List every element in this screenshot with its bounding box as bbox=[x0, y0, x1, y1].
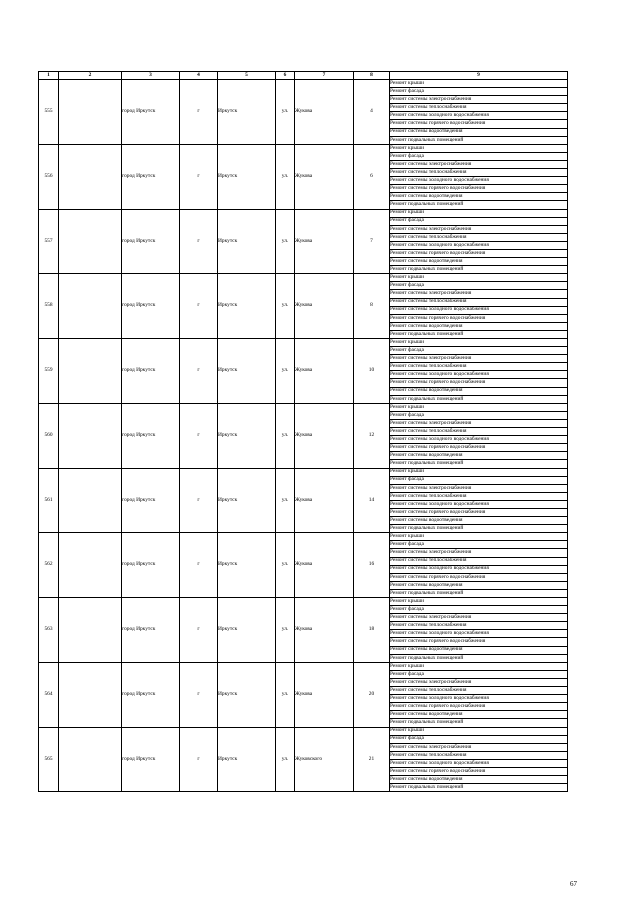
settlement-name: город Иркутск bbox=[122, 339, 180, 404]
record-number: 558 bbox=[39, 274, 59, 339]
table-row bbox=[39, 80, 568, 88]
street-name: Жукова bbox=[295, 339, 354, 404]
table-row bbox=[39, 403, 568, 411]
street-type: ул. bbox=[276, 339, 295, 404]
municipality-cell bbox=[59, 274, 122, 339]
street-name: Жукова bbox=[295, 533, 354, 598]
repair-work-item: Ремонт крыши bbox=[390, 533, 568, 541]
record-number: 562 bbox=[39, 533, 59, 598]
repair-work-item: Ремонт системы теплоснабжения bbox=[390, 492, 568, 500]
settlement-type: г bbox=[180, 727, 218, 792]
municipality-cell bbox=[59, 727, 122, 792]
header-col-8: 8 bbox=[354, 72, 390, 80]
repair-work-item: Ремонт системы холодного водоснабжения bbox=[390, 306, 568, 314]
repair-work-item: Ремонт подвальных помещений bbox=[390, 589, 568, 597]
repair-work-item: Ремонт системы горячего водоснабжения bbox=[390, 379, 568, 387]
repair-work-item: Ремонт системы горячего водоснабжения bbox=[390, 444, 568, 452]
settlement-name: город Иркутск bbox=[122, 80, 180, 145]
header-col-7: 7 bbox=[295, 72, 354, 80]
repair-work-item: Ремонт системы водоотведения bbox=[390, 193, 568, 201]
city-name: Иркутск bbox=[218, 403, 276, 468]
repair-work-item: Ремонт системы водоотведения bbox=[390, 128, 568, 136]
repair-work-item: Ремонт подвальных помещений bbox=[390, 395, 568, 403]
repair-work-item: Ремонт крыши bbox=[390, 80, 568, 88]
city-name: Иркутск bbox=[218, 727, 276, 792]
record-number: 557 bbox=[39, 209, 59, 274]
house-number: 4 bbox=[354, 80, 390, 145]
street-name: Жукова bbox=[295, 598, 354, 663]
repair-work-item: Ремонт фасада bbox=[390, 282, 568, 290]
repair-work-item: Ремонт системы теплоснабжения bbox=[390, 169, 568, 177]
settlement-type: г bbox=[180, 339, 218, 404]
municipality-cell bbox=[59, 533, 122, 598]
header-col-5: 5 bbox=[218, 72, 276, 80]
street-type: ул. bbox=[276, 209, 295, 274]
repair-work-item: Ремонт системы водоотведения bbox=[390, 517, 568, 525]
repair-work-item: Ремонт системы холодного водоснабжения bbox=[390, 565, 568, 573]
record-number: 565 bbox=[39, 727, 59, 792]
repair-work-item: Ремонт системы горячего водоснабжения bbox=[390, 249, 568, 257]
repair-work-item: Ремонт системы горячего водоснабжения bbox=[390, 314, 568, 322]
repair-work-item: Ремонт системы горячего водоснабжения bbox=[390, 767, 568, 775]
table-row bbox=[39, 209, 568, 217]
municipality-cell bbox=[59, 598, 122, 663]
repair-work-item: Ремонт системы холодного водоснабжения bbox=[390, 695, 568, 703]
repair-work-item: Ремонт системы электроснабжения bbox=[390, 160, 568, 168]
repair-work-item: Ремонт системы горячего водоснабжения bbox=[390, 508, 568, 516]
city-name: Иркутск bbox=[218, 274, 276, 339]
repair-work-item: Ремонт системы горячего водоснабжения bbox=[390, 185, 568, 193]
repair-work-item: Ремонт системы холодного водоснабжения bbox=[390, 112, 568, 120]
settlement-name: город Иркутск bbox=[122, 274, 180, 339]
repair-work-item: Ремонт системы теплоснабжения bbox=[390, 751, 568, 759]
repair-work-item: Ремонт системы холодного водоснабжения bbox=[390, 241, 568, 249]
house-number: 6 bbox=[354, 144, 390, 209]
settlement-name: город Иркутск bbox=[122, 403, 180, 468]
repair-work-item: Ремонт подвальных помещений bbox=[390, 525, 568, 533]
repair-work-item: Ремонт системы электроснабжения bbox=[390, 419, 568, 427]
street-type: ул. bbox=[276, 403, 295, 468]
settlement-type: г bbox=[180, 403, 218, 468]
page-number: 67 bbox=[570, 880, 577, 888]
repair-work-item: Ремонт крыши bbox=[390, 598, 568, 606]
street-type: ул. bbox=[276, 533, 295, 598]
city-name: Иркутск bbox=[218, 533, 276, 598]
street-name: Жукова bbox=[295, 662, 354, 727]
city-name: Иркутск bbox=[218, 468, 276, 533]
repair-work-item: Ремонт системы водоотведения bbox=[390, 776, 568, 784]
repair-work-item: Ремонт системы горячего водоснабжения bbox=[390, 120, 568, 128]
repair-work-item: Ремонт системы водоотведения bbox=[390, 646, 568, 654]
repair-work-item: Ремонт системы холодного водоснабжения bbox=[390, 177, 568, 185]
repair-work-item: Ремонт системы холодного водоснабжения bbox=[390, 436, 568, 444]
table-row bbox=[39, 274, 568, 282]
repair-work-item: Ремонт системы теплоснабжения bbox=[390, 687, 568, 695]
house-number: 7 bbox=[354, 209, 390, 274]
repair-work-item: Ремонт подвальных помещений bbox=[390, 266, 568, 274]
repair-work-item: Ремонт системы водоотведения bbox=[390, 452, 568, 460]
street-name: Жукова bbox=[295, 144, 354, 209]
repair-work-item: Ремонт подвальных помещений bbox=[390, 784, 568, 792]
header-col-1: 1 bbox=[39, 72, 59, 80]
municipality-cell bbox=[59, 662, 122, 727]
table-row bbox=[39, 598, 568, 606]
record-number: 555 bbox=[39, 80, 59, 145]
settlement-name: город Иркутск bbox=[122, 598, 180, 663]
street-name: Жукова bbox=[295, 209, 354, 274]
record-number: 560 bbox=[39, 403, 59, 468]
repair-work-item: Ремонт фасада bbox=[390, 347, 568, 355]
street-name: Жукова bbox=[295, 403, 354, 468]
repair-work-item: Ремонт крыши bbox=[390, 209, 568, 217]
city-name: Иркутск bbox=[218, 598, 276, 663]
house-number: 14 bbox=[354, 468, 390, 533]
repair-work-item: Ремонт системы электроснабжения bbox=[390, 678, 568, 686]
header-col-4: 4 bbox=[180, 72, 218, 80]
house-number: 8 bbox=[354, 274, 390, 339]
repair-work-item: Ремонт системы теплоснабжения bbox=[390, 557, 568, 565]
street-name: Жукова bbox=[295, 274, 354, 339]
record-number: 564 bbox=[39, 662, 59, 727]
repair-work-item: Ремонт системы теплоснабжения bbox=[390, 622, 568, 630]
house-number: 12 bbox=[354, 403, 390, 468]
street-type: ул. bbox=[276, 144, 295, 209]
repair-work-item: Ремонт системы электроснабжения bbox=[390, 614, 568, 622]
repair-work-item: Ремонт фасада bbox=[390, 670, 568, 678]
settlement-name: город Иркутск bbox=[122, 144, 180, 209]
repair-work-item: Ремонт системы электроснабжения bbox=[390, 96, 568, 104]
settlement-name: город Иркутск bbox=[122, 468, 180, 533]
repair-work-item: Ремонт системы теплоснабжения bbox=[390, 363, 568, 371]
table-row bbox=[39, 533, 568, 541]
settlement-type: г bbox=[180, 662, 218, 727]
repair-work-item: Ремонт системы электроснабжения bbox=[390, 225, 568, 233]
repair-work-item: Ремонт подвальных помещений bbox=[390, 460, 568, 468]
repair-program-table bbox=[38, 71, 568, 792]
repair-work-item: Ремонт фасада bbox=[390, 217, 568, 225]
repair-work-item: Ремонт подвальных помещений bbox=[390, 719, 568, 727]
repair-work-item: Ремонт системы холодного водоснабжения bbox=[390, 630, 568, 638]
settlement-type: г bbox=[180, 80, 218, 145]
municipality-cell bbox=[59, 468, 122, 533]
city-name: Иркутск bbox=[218, 80, 276, 145]
table-row bbox=[39, 144, 568, 152]
repair-work-item: Ремонт системы горячего водоснабжения bbox=[390, 638, 568, 646]
table-row bbox=[39, 662, 568, 670]
settlement-name: город Иркутск bbox=[122, 533, 180, 598]
repair-work-item: Ремонт крыши bbox=[390, 662, 568, 670]
repair-work-item: Ремонт крыши bbox=[390, 274, 568, 282]
repair-work-item: Ремонт системы водоотведения bbox=[390, 711, 568, 719]
municipality-cell bbox=[59, 80, 122, 145]
repair-work-item: Ремонт крыши bbox=[390, 468, 568, 476]
repair-work-item: Ремонт системы теплоснабжения bbox=[390, 298, 568, 306]
city-name: Иркутск bbox=[218, 662, 276, 727]
settlement-type: г bbox=[180, 209, 218, 274]
repair-work-item: Ремонт системы холодного водоснабжения bbox=[390, 371, 568, 379]
repair-work-item: Ремонт подвальных помещений bbox=[390, 654, 568, 662]
header-col-9: 9 bbox=[390, 72, 568, 80]
repair-work-item: Ремонт фасада bbox=[390, 476, 568, 484]
repair-work-item: Ремонт системы горячего водоснабжения bbox=[390, 703, 568, 711]
table-row bbox=[39, 727, 568, 735]
repair-work-item: Ремонт системы электроснабжения bbox=[390, 743, 568, 751]
street-name: Жукова bbox=[295, 80, 354, 145]
repair-work-item: Ремонт системы электроснабжения bbox=[390, 355, 568, 363]
table-row bbox=[39, 468, 568, 476]
street-type: ул. bbox=[276, 274, 295, 339]
record-number: 556 bbox=[39, 144, 59, 209]
record-number: 559 bbox=[39, 339, 59, 404]
street-type: ул. bbox=[276, 598, 295, 663]
street-type: ул. bbox=[276, 727, 295, 792]
repair-work-item: Ремонт крыши bbox=[390, 403, 568, 411]
house-number: 18 bbox=[354, 598, 390, 663]
record-number: 561 bbox=[39, 468, 59, 533]
table-row bbox=[39, 339, 568, 347]
repair-work-item: Ремонт системы водоотведения bbox=[390, 581, 568, 589]
repair-work-item: Ремонт фасада bbox=[390, 152, 568, 160]
repair-work-item: Ремонт системы горячего водоснабжения bbox=[390, 573, 568, 581]
settlement-name: город Иркутск bbox=[122, 209, 180, 274]
record-number: 563 bbox=[39, 598, 59, 663]
repair-work-item: Ремонт системы холодного водоснабжения bbox=[390, 500, 568, 508]
repair-work-item: Ремонт системы водоотведения bbox=[390, 258, 568, 266]
repair-work-item: Ремонт фасада bbox=[390, 88, 568, 96]
header-col-3: 3 bbox=[122, 72, 180, 80]
street-type: ул. bbox=[276, 662, 295, 727]
repair-work-item: Ремонт крыши bbox=[390, 144, 568, 152]
city-name: Иркутск bbox=[218, 144, 276, 209]
municipality-cell bbox=[59, 209, 122, 274]
repair-work-item: Ремонт системы электроснабжения bbox=[390, 484, 568, 492]
settlement-type: г bbox=[180, 533, 218, 598]
repair-work-item: Ремонт подвальных помещений bbox=[390, 201, 568, 209]
repair-work-item: Ремонт системы электроснабжения bbox=[390, 290, 568, 298]
street-type: ул. bbox=[276, 80, 295, 145]
repair-work-item: Ремонт системы холодного водоснабжения bbox=[390, 759, 568, 767]
municipality-cell bbox=[59, 403, 122, 468]
table-body bbox=[39, 80, 568, 792]
city-name: Иркутск bbox=[218, 339, 276, 404]
municipality-cell bbox=[59, 144, 122, 209]
house-number: 21 bbox=[354, 727, 390, 792]
repair-work-item: Ремонт фасада bbox=[390, 735, 568, 743]
repair-work-item: Ремонт системы теплоснабжения bbox=[390, 233, 568, 241]
header-col-6: 6 bbox=[276, 72, 295, 80]
repair-work-item: Ремонт системы водоотведения bbox=[390, 387, 568, 395]
repair-work-item: Ремонт подвальных помещений bbox=[390, 136, 568, 144]
repair-work-item: Ремонт крыши bbox=[390, 339, 568, 347]
house-number: 20 bbox=[354, 662, 390, 727]
street-name: Жуковского bbox=[295, 727, 354, 792]
municipality-cell bbox=[59, 339, 122, 404]
city-name: Иркутск bbox=[218, 209, 276, 274]
settlement-type: г bbox=[180, 274, 218, 339]
street-type: ул. bbox=[276, 468, 295, 533]
house-number: 16 bbox=[354, 533, 390, 598]
settlement-name: город Иркутск bbox=[122, 727, 180, 792]
repair-work-item: Ремонт крыши bbox=[390, 727, 568, 735]
header-col-2: 2 bbox=[59, 72, 122, 80]
settlement-name: город Иркутск bbox=[122, 662, 180, 727]
repair-work-item: Ремонт системы электроснабжения bbox=[390, 549, 568, 557]
header-row bbox=[39, 72, 568, 80]
repair-work-item: Ремонт системы теплоснабжения bbox=[390, 428, 568, 436]
street-name: Жукова bbox=[295, 468, 354, 533]
repair-work-item: Ремонт фасада bbox=[390, 541, 568, 549]
repair-work-item: Ремонт фасада bbox=[390, 411, 568, 419]
repair-work-item: Ремонт подвальных помещений bbox=[390, 330, 568, 338]
settlement-type: г bbox=[180, 468, 218, 533]
repair-work-item: Ремонт системы теплоснабжения bbox=[390, 104, 568, 112]
settlement-type: г bbox=[180, 144, 218, 209]
repair-work-item: Ремонт системы водоотведения bbox=[390, 322, 568, 330]
settlement-type: г bbox=[180, 598, 218, 663]
repair-work-item: Ремонт фасада bbox=[390, 606, 568, 614]
house-number: 10 bbox=[354, 339, 390, 404]
